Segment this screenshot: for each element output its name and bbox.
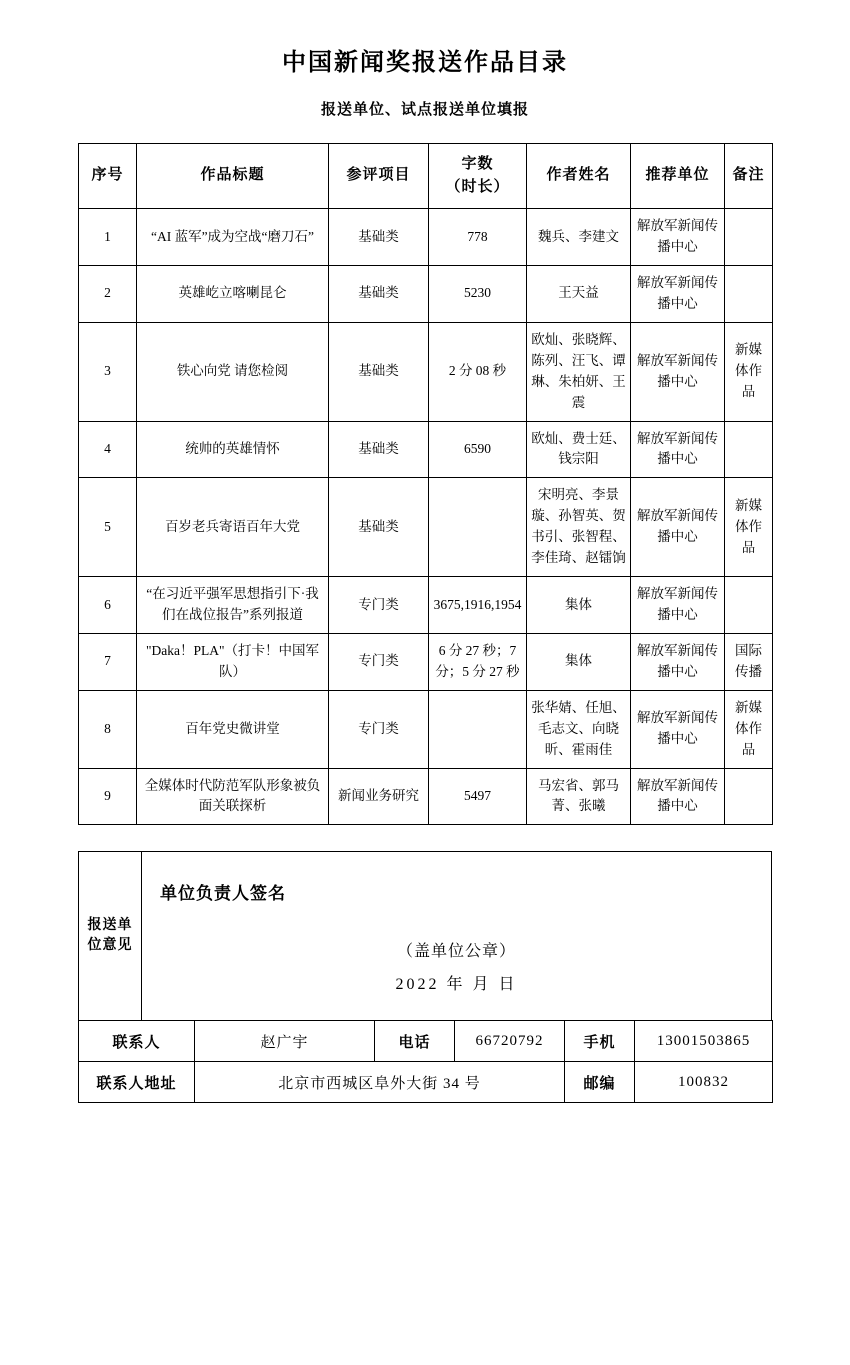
cell-author: 张华婧、任旭、毛志文、向晓昕、霍雨佳 bbox=[527, 690, 631, 768]
cell-note bbox=[725, 768, 773, 825]
header-word-count-line1: 字数 bbox=[461, 155, 494, 172]
cell-author: 魏兵、李建文 bbox=[527, 209, 631, 266]
cell-seq: 1 bbox=[79, 209, 137, 266]
cell-recommend-unit: 解放军新闻传播中心 bbox=[631, 209, 725, 266]
contact-mobile-value: 13001503865 bbox=[635, 1021, 773, 1062]
cell-note: 新媒体作品 bbox=[725, 690, 773, 768]
cell-word-count: 5497 bbox=[429, 768, 527, 825]
contact-phone-value: 66720792 bbox=[455, 1021, 565, 1062]
cell-seq: 4 bbox=[79, 421, 137, 478]
cell-note bbox=[725, 209, 773, 266]
table-row bbox=[79, 421, 773, 478]
header-work-title: 作品标题 bbox=[137, 143, 329, 209]
table-row bbox=[79, 690, 773, 768]
cell-category: 专门类 bbox=[329, 577, 429, 634]
cell-work-title: 铁心向党 请您检阅 bbox=[137, 322, 329, 421]
table-row bbox=[79, 478, 773, 577]
cell-note: 新媒体作品 bbox=[725, 322, 773, 421]
cell-recommend-unit: 解放军新闻传播中心 bbox=[631, 768, 725, 825]
cell-word-count bbox=[429, 478, 527, 577]
header-note: 备注 bbox=[725, 143, 773, 209]
cell-seq: 2 bbox=[79, 266, 137, 323]
cell-recommend-unit: 解放军新闻传播中心 bbox=[631, 478, 725, 577]
contact-address-label: 联系人地址 bbox=[79, 1062, 195, 1103]
date-line: 2022 年 月 日 bbox=[395, 975, 518, 993]
contact-person-value: 赵广宇 bbox=[195, 1021, 375, 1062]
stamp-text: （盖单位公章） bbox=[396, 942, 516, 960]
contact-postcode-value: 100832 bbox=[635, 1062, 773, 1103]
cell-note: 国际传播 bbox=[725, 633, 773, 690]
contact-row-address bbox=[79, 1062, 773, 1103]
cell-work-title: "Daka！PLA"（打卡！中国军队） bbox=[137, 633, 329, 690]
works-table bbox=[78, 143, 773, 826]
cell-recommend-unit: 解放军新闻传播中心 bbox=[631, 633, 725, 690]
contact-person-label: 联系人 bbox=[79, 1021, 195, 1062]
cell-recommend-unit: 解放军新闻传播中心 bbox=[631, 690, 725, 768]
cell-category: 新闻业务研究 bbox=[329, 768, 429, 825]
cell-seq: 5 bbox=[79, 478, 137, 577]
cell-work-title: 英雄屹立喀喇昆仑 bbox=[137, 266, 329, 323]
opinion-row bbox=[79, 852, 772, 1021]
cell-seq: 6 bbox=[79, 577, 137, 634]
page-title: 中国新闻奖报送作品目录 bbox=[282, 50, 568, 76]
header-seq: 序号 bbox=[79, 143, 137, 209]
cell-recommend-unit: 解放军新闻传播中心 bbox=[631, 421, 725, 478]
cell-seq: 3 bbox=[79, 322, 137, 421]
contact-address-value: 北京市西城区阜外大街 34 号 bbox=[195, 1062, 565, 1103]
signature-line: 单位负责人签名 bbox=[160, 883, 286, 903]
cell-category: 基础类 bbox=[329, 478, 429, 577]
cell-word-count: 5230 bbox=[429, 266, 527, 323]
cell-recommend-unit: 解放军新闻传播中心 bbox=[631, 577, 725, 634]
cell-author: 宋明亮、李景璇、孙智英、贺书引、张智程、李佳琦、赵镭饷 bbox=[527, 478, 631, 577]
cell-author: 欧灿、费士廷、钱宗阳 bbox=[527, 421, 631, 478]
cell-word-count: 2 分 08 秒 bbox=[429, 322, 527, 421]
cell-word-count: 778 bbox=[429, 209, 527, 266]
cell-recommend-unit: 解放军新闻传播中心 bbox=[631, 322, 725, 421]
table-row bbox=[79, 577, 773, 634]
contact-row-person bbox=[79, 1021, 773, 1062]
cell-work-title: 统帅的英雄情怀 bbox=[137, 421, 329, 478]
cell-category: 基础类 bbox=[329, 209, 429, 266]
cell-note: 新媒体作品 bbox=[725, 478, 773, 577]
cell-note bbox=[725, 577, 773, 634]
contact-mobile-label: 手机 bbox=[565, 1021, 635, 1062]
cell-work-title: 全媒体时代防范军队形象被负面关联探析 bbox=[137, 768, 329, 825]
header-category: 参评项目 bbox=[329, 143, 429, 209]
header-author: 作者姓名 bbox=[527, 143, 631, 209]
cell-note bbox=[725, 266, 773, 323]
cell-word-count: 6590 bbox=[429, 421, 527, 478]
contact-postcode-label: 邮编 bbox=[565, 1062, 635, 1103]
table-row bbox=[79, 633, 773, 690]
cell-recommend-unit: 解放军新闻传播中心 bbox=[631, 266, 725, 323]
cell-author: 马宏省、郭马菁、张曦 bbox=[527, 768, 631, 825]
table-header-row bbox=[79, 143, 773, 209]
table-row bbox=[79, 266, 773, 323]
contact-phone-label: 电话 bbox=[375, 1021, 455, 1062]
header-word-count bbox=[429, 143, 527, 209]
header-recommend-unit: 推荐单位 bbox=[631, 143, 725, 209]
cell-word-count: 3675,1916,1954 bbox=[429, 577, 527, 634]
document-page bbox=[0, 48, 850, 1365]
cell-category: 基础类 bbox=[329, 266, 429, 323]
opinion-body bbox=[142, 852, 772, 1021]
contact-table bbox=[78, 1020, 773, 1103]
cell-work-title: “在习近平强军思想指引下·我们在战位报告”系列报道 bbox=[137, 577, 329, 634]
cell-category: 专门类 bbox=[329, 690, 429, 768]
cell-word-count bbox=[429, 690, 527, 768]
cell-author: 欧灿、张晓辉、陈列、汪飞、谭琳、朱柏妍、王震 bbox=[527, 322, 631, 421]
cell-seq: 8 bbox=[79, 690, 137, 768]
cell-seq: 7 bbox=[79, 633, 137, 690]
table-row bbox=[79, 322, 773, 421]
table-row bbox=[79, 768, 773, 825]
cell-work-title: “AI 蓝军”成为空战“磨刀石” bbox=[137, 209, 329, 266]
cell-note bbox=[725, 421, 773, 478]
cell-category: 基础类 bbox=[329, 421, 429, 478]
opinion-label: 报送单位意见 bbox=[79, 852, 142, 1021]
cell-seq: 9 bbox=[79, 768, 137, 825]
cell-work-title: 百年党史微讲堂 bbox=[137, 690, 329, 768]
cell-author: 集体 bbox=[527, 633, 631, 690]
cell-category: 基础类 bbox=[329, 322, 429, 421]
table-row bbox=[79, 209, 773, 266]
cell-work-title: 百岁老兵寄语百年大党 bbox=[137, 478, 329, 577]
page-subtitle: 报送单位、试点报送单位填报 bbox=[320, 102, 529, 119]
opinion-table bbox=[78, 851, 772, 1021]
cell-category: 专门类 bbox=[329, 633, 429, 690]
cell-author: 王天益 bbox=[527, 266, 631, 323]
cell-word-count: 6 分 27 秒；7 分；5 分 27 秒 bbox=[429, 633, 527, 690]
cell-author: 集体 bbox=[527, 577, 631, 634]
header-word-count-line2: （时长） bbox=[445, 178, 510, 195]
